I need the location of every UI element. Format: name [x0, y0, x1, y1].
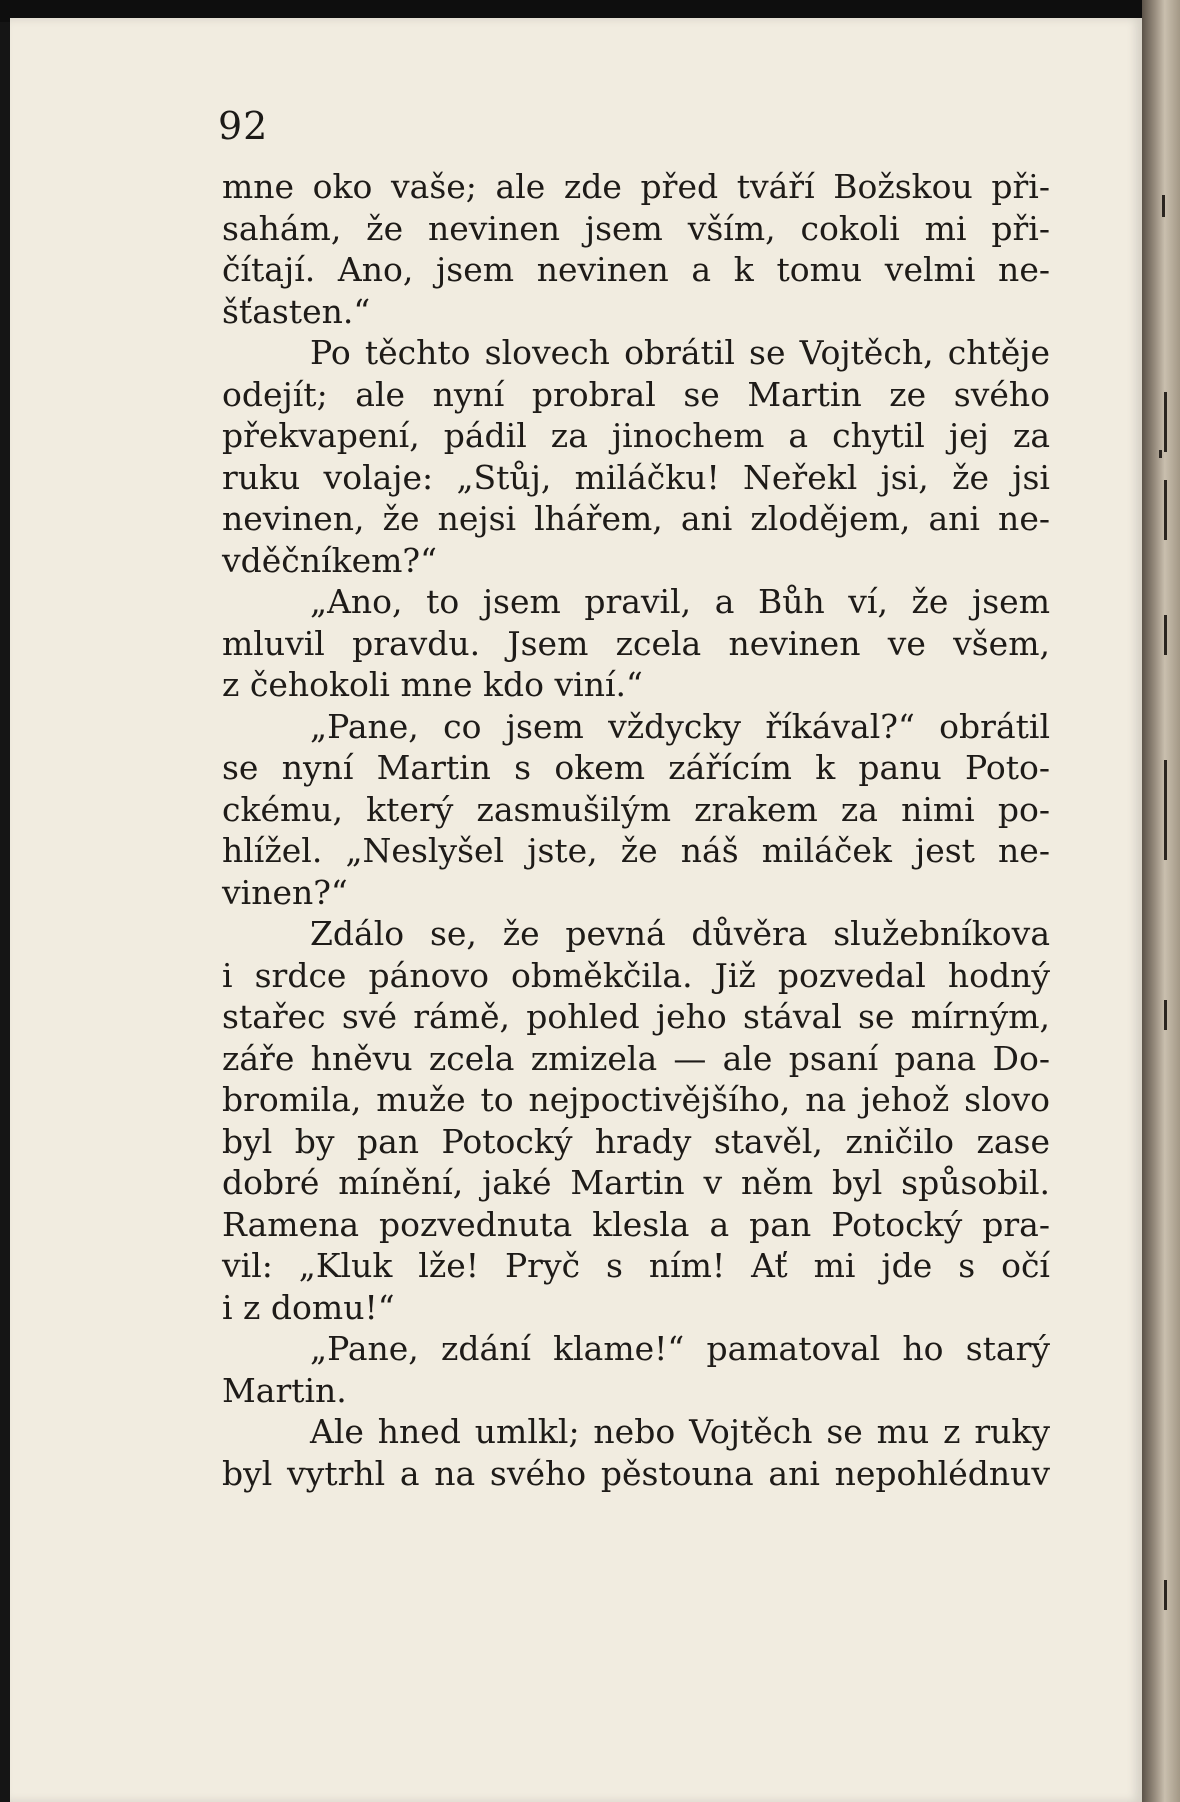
text-line: Martin. — [222, 1370, 347, 1410]
text-line: Ale hned umlkl; nebo Vojtěch se mu z ruky — [310, 1412, 1050, 1451]
text-line: Po těchto slovech obrátil se Vojtěch, chtěje — [310, 333, 1050, 372]
text-line: nevinen, že nejsi lhářem, ani zlodějem, ani ne- — [222, 499, 1050, 538]
text-line: odejít; ale nyní probral se Martin ze svého — [222, 374, 1050, 414]
text-line: stařec své rámě, pohled jeho stával se mírným, — [222, 997, 1050, 1036]
book-gutter — [1142, 0, 1180, 1802]
gutter-mark — [1162, 195, 1165, 217]
text-line: vil: „Kluk lže! Pryč s ním! Ať mi jde s očí — [222, 1246, 1050, 1285]
text-line: šťasten.“ — [222, 291, 371, 331]
text-line: se nyní Martin s okem zářícím k panu Poto- — [222, 748, 1050, 787]
body-text — [222, 166, 1050, 1494]
text-line: byl by pan Potocký hrady stavěl, zničilo zase — [222, 1121, 1050, 1161]
text-line: dobré mínění, jaké Martin v něm byl spůsobil. — [222, 1163, 1050, 1202]
gutter-mark — [1164, 1000, 1167, 1030]
text-line: Zdálo se, že pevná důvěra služebníkova — [310, 914, 1050, 953]
text-line: byl vytrhl a na svého pěstouna ani nepohlédnuv — [222, 1453, 1050, 1493]
text-line: mne oko vaše; ale zde před tváří Božskou při- — [222, 167, 1050, 206]
text-line: ckému, který zasmušilým zrakem za nimi po- — [222, 789, 1050, 829]
text-line: „Pane, zdání klame!“ pamatoval ho starý — [310, 1329, 1050, 1368]
text-line: i z domu!“ — [222, 1287, 395, 1327]
text-line: sahám, že nevinen jsem vším, cokoli mi při- — [222, 208, 1050, 248]
gutter-mark — [1164, 1580, 1167, 1610]
text-line: vinen?“ — [222, 872, 348, 912]
text-line: Ramena pozvednuta klesla a pan Potocký pra- — [222, 1204, 1050, 1244]
text-line: i srdce pánovo obměkčila. Již pozvedal hodný — [222, 955, 1050, 995]
text-line: překvapení, pádil za jinochem a chytil jej za — [222, 416, 1050, 455]
text-line: záře hněvu zcela zmizela — ale psaní pana Do- — [222, 1038, 1050, 1078]
gutter-mark — [1164, 480, 1167, 540]
text-line: čítají. Ano, jsem nevinen a k tomu velmi ne- — [222, 250, 1050, 289]
text-line: „Pane, co jsem vždycky říkával?“ obrátil — [310, 706, 1050, 746]
page-number: 92 — [218, 104, 269, 148]
gutter-mark — [1164, 392, 1167, 452]
text-line: hlížel. „Neslyšel jste, že náš miláček jest ne- — [222, 831, 1050, 870]
text-line: vděčníkem?“ — [222, 540, 437, 580]
text-line: bromila, muže to nejpoctivějšího, na jehož slovo — [222, 1080, 1050, 1119]
text-line: mluvil pravdu. Jsem zcela nevinen ve všem, — [222, 623, 1050, 663]
text-line: ruku volaje: „Stůj, miláčku! Neřekl jsi, že jsi — [222, 457, 1050, 497]
text-line: z čehokoli mne kdo viní.“ — [222, 665, 643, 704]
gutter-mark — [1164, 760, 1167, 860]
gutter-mark — [1159, 450, 1162, 458]
gutter-mark — [1164, 615, 1167, 655]
text-line: „Ano, to jsem pravil, a Bůh ví, že jsem — [310, 582, 1050, 621]
